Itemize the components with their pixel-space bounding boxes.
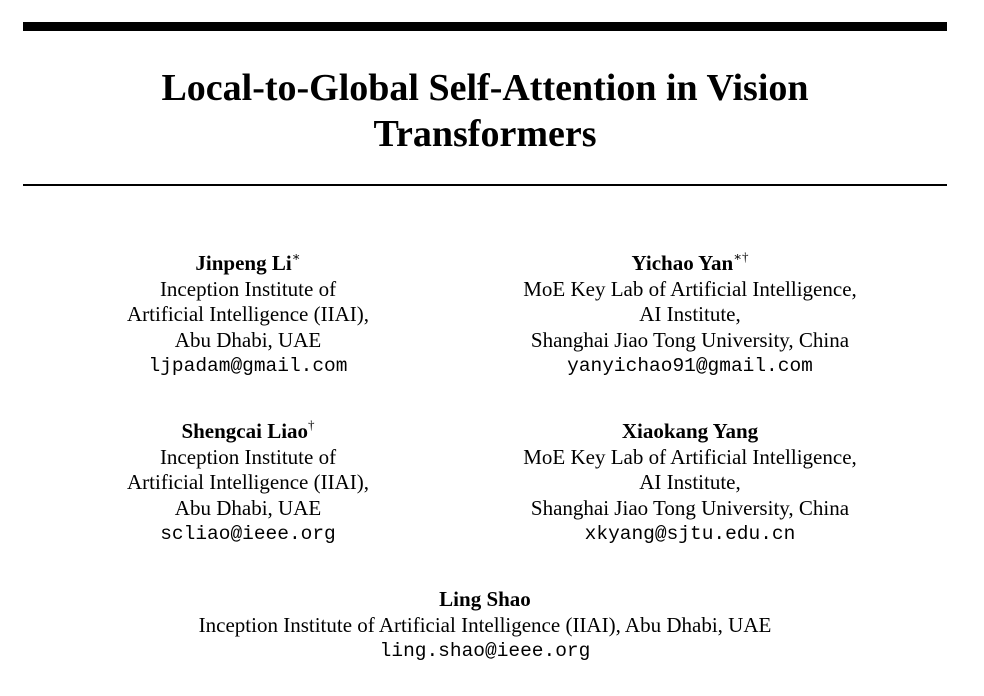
author-name-line — [440, 251, 940, 277]
affiliation-line: MoE Key Lab of Artificial Intelligence, — [523, 444, 857, 469]
paper-title — [23, 65, 947, 157]
author-name: Ling Shao — [439, 587, 531, 611]
author-email: ljpadam@gmail.com — [148, 355, 348, 377]
author-block-ling-shao — [23, 587, 947, 665]
author-email: ling.shao@ieee.org — [379, 640, 591, 662]
top-rule — [23, 22, 947, 31]
author-email: yanyichao91@gmail.com — [567, 355, 813, 377]
affiliation-line: Shanghai Jiao Tong University, China — [530, 495, 850, 520]
affiliation-line: MoE Key Lab of Artificial Intelligence, — [523, 276, 857, 301]
author-email: xkyang@sjtu.edu.cn — [584, 523, 796, 545]
affiliation-line: Artificial Intelligence (IIAI), — [127, 302, 369, 326]
author-name-line — [88, 251, 408, 277]
title-line-2: Transformers — [373, 113, 597, 155]
affiliation-line: Abu Dhabi, UAE — [174, 495, 322, 520]
author-name: Jinpeng Li — [195, 251, 292, 275]
author-block-yichao-yan — [440, 251, 940, 380]
author-name: Shengcai Liao — [181, 419, 309, 443]
affiliation-line: Artificial Intelligence (IIAI), — [127, 470, 369, 494]
affiliation-line: AI Institute, — [639, 470, 741, 494]
affiliation-line: Inception Institute of — [159, 444, 337, 469]
author-name: Yichao Yan — [631, 251, 734, 275]
title-line-1: Local-to-Global Self-Attention in Vision — [161, 67, 809, 109]
author-name-line — [23, 587, 947, 613]
author-name-line — [440, 419, 940, 445]
author-footnote-mark: † — [308, 417, 315, 432]
affiliation-line: Shanghai Jiao Tong University, China — [530, 327, 850, 352]
author-footnote-mark: ∗ — [291, 249, 301, 264]
author-email: scliao@ieee.org — [160, 523, 336, 545]
author-footnote-mark: ∗† — [733, 249, 749, 264]
affiliation-line: Inception Institute of Artificial Intelligence (IIAI), Abu Dhabi, UAE — [198, 612, 772, 637]
author-name: Xiaokang Yang — [621, 419, 759, 443]
author-block-jinpeng-li — [88, 251, 408, 380]
author-name-line — [88, 419, 408, 445]
title-bottom-rule — [23, 184, 947, 186]
author-block-xiaokang-yang — [440, 419, 940, 548]
affiliation-line: Abu Dhabi, UAE — [174, 327, 322, 352]
author-block-shengcai-liao — [88, 419, 408, 548]
affiliation-line: Inception Institute of — [159, 276, 337, 301]
affiliation-line: AI Institute, — [639, 302, 741, 326]
